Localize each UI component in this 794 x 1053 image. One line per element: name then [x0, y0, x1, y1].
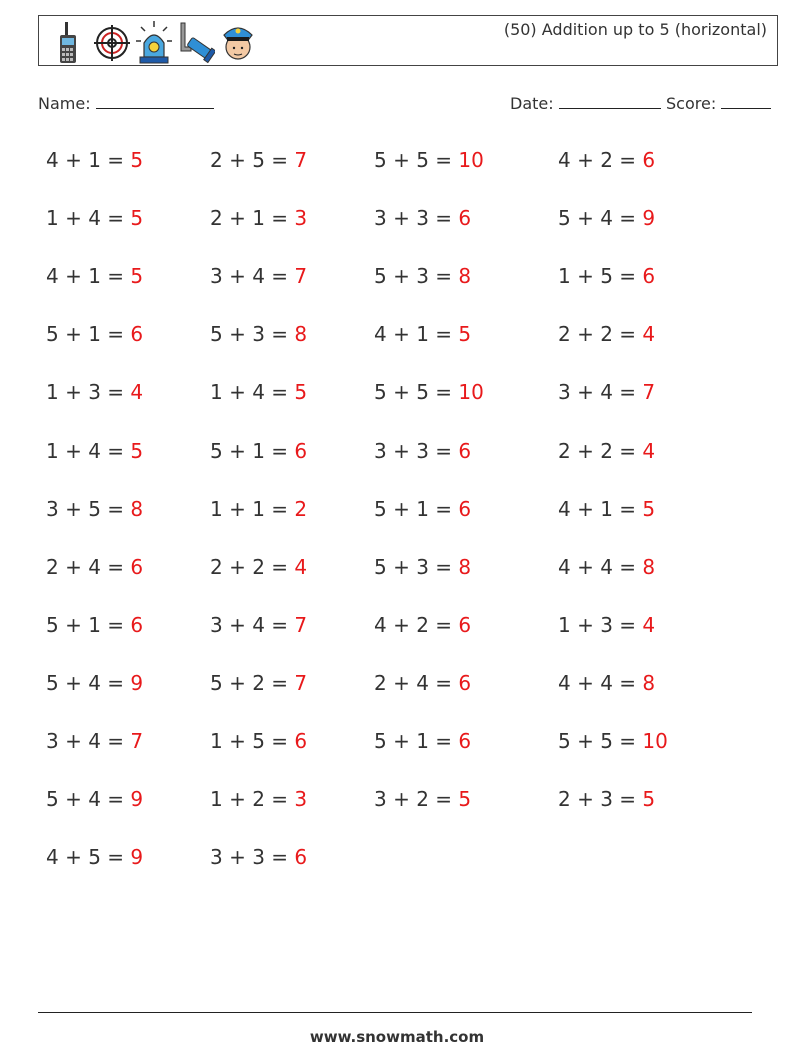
walkie-talkie-icon	[51, 19, 89, 65]
problem-answer: 8	[458, 264, 472, 289]
problem-expression: 4 + 1 =	[558, 496, 643, 521]
problem-item	[46, 322, 143, 346]
problem-expression: 3 + 2 =	[374, 787, 459, 812]
name-blank	[96, 92, 214, 109]
problem-expression: 5 + 3 =	[374, 554, 459, 579]
problem-item	[374, 555, 471, 579]
problem-expression: 2 + 4 =	[46, 554, 131, 579]
problem-answer: 3	[294, 206, 308, 231]
problem-expression: 5 + 5 =	[374, 148, 459, 172]
problem-answer: 4	[130, 380, 144, 405]
problem-answer: 6	[130, 554, 144, 579]
problem-item	[46, 671, 143, 695]
problem-answer: 9	[130, 670, 144, 695]
problem-item	[558, 206, 655, 230]
problem-answer: 7	[642, 380, 656, 405]
problem-answer: 7	[294, 670, 308, 695]
problem-expression: 2 + 4 =	[374, 670, 459, 695]
problem-expression: 2 + 3 =	[558, 787, 643, 812]
problem-expression: 1 + 2 =	[210, 787, 295, 812]
problem-answer: 6	[458, 612, 472, 637]
problem-expression: 1 + 4 =	[46, 206, 131, 231]
problem-answer: 4	[294, 554, 308, 579]
problem-answer: 6	[294, 438, 308, 463]
problem-item	[374, 787, 471, 811]
problem-item	[374, 497, 471, 521]
problem-expression: 3 + 3 =	[374, 206, 459, 231]
problem-answer: 5	[294, 380, 308, 405]
police-officer-icon	[219, 19, 257, 65]
problem-expression: 5 + 1 =	[374, 729, 459, 753]
problem-answer: 10	[458, 148, 484, 172]
problem-item	[210, 845, 307, 869]
problem-expression: 5 + 4 =	[558, 206, 643, 231]
problem-expression: 4 + 2 =	[558, 148, 643, 172]
problem-item	[558, 497, 655, 521]
problem-item	[210, 671, 307, 695]
problem-answer: 6	[458, 670, 472, 695]
icon-strip	[51, 18, 257, 66]
problem-expression: 4 + 4 =	[558, 554, 643, 579]
problem-item	[374, 322, 471, 346]
problem-answer: 6	[130, 322, 144, 347]
problem-item	[558, 148, 655, 172]
problem-expression: 3 + 4 =	[210, 264, 295, 289]
problem-item	[46, 555, 143, 579]
problem-item	[558, 787, 655, 811]
problem-answer: 7	[294, 264, 308, 289]
score-label: Score:	[666, 94, 717, 113]
problem-answer: 4	[642, 322, 656, 347]
problem-answer: 6	[294, 729, 308, 753]
problem-item	[558, 322, 655, 346]
footer-url: www.snowmath.com	[309, 1028, 485, 1046]
problem-answer: 6	[130, 612, 144, 637]
problem-item	[558, 729, 668, 753]
problem-expression: 5 + 5 =	[374, 380, 459, 405]
problem-item	[210, 380, 307, 404]
date-label: Date:	[510, 94, 554, 113]
problem-answer: 5	[642, 787, 656, 812]
problem-item	[558, 671, 655, 695]
problem-item	[46, 148, 143, 172]
problem-item	[374, 439, 471, 463]
problem-expression: 3 + 5 =	[46, 496, 131, 521]
problem-expression: 2 + 2 =	[558, 438, 643, 463]
problem-answer: 6	[642, 148, 656, 172]
problem-expression: 1 + 4 =	[210, 380, 295, 405]
problem-item	[210, 439, 307, 463]
problem-item	[558, 555, 655, 579]
problem-expression: 5 + 2 =	[210, 670, 295, 695]
problem-answer: 6	[458, 438, 472, 463]
problem-answer: 5	[642, 496, 656, 521]
problem-expression: 5 + 3 =	[374, 264, 459, 289]
problem-expression: 1 + 5 =	[558, 264, 643, 289]
flashlight-icon	[177, 19, 215, 65]
problem-expression: 5 + 4 =	[46, 670, 131, 695]
problem-answer: 5	[130, 264, 144, 289]
problem-answer: 4	[642, 438, 656, 463]
problem-answer: 6	[294, 845, 308, 870]
problem-expression: 5 + 1 =	[46, 322, 131, 347]
date-blank	[559, 92, 661, 109]
problem-item	[46, 380, 143, 404]
problem-answer: 9	[642, 206, 656, 231]
problem-answer: 2	[294, 496, 308, 521]
problem-expression: 1 + 4 =	[46, 438, 131, 463]
problem-item	[558, 439, 655, 463]
problem-answer: 7	[294, 148, 308, 172]
problem-answer: 5	[130, 438, 144, 463]
problem-item	[46, 845, 143, 869]
worksheet-title: (50) Addition up to 5 (horizontal)	[503, 20, 767, 39]
problem-answer: 6	[458, 206, 472, 231]
problem-expression: 5 + 1 =	[374, 496, 459, 521]
problem-answer: 9	[130, 845, 144, 870]
problem-expression: 4 + 5 =	[46, 845, 131, 870]
problem-expression: 4 + 1 =	[46, 148, 131, 172]
problem-answer: 6	[642, 264, 656, 289]
problem-item	[374, 264, 471, 288]
name-field	[38, 92, 214, 113]
date-field	[510, 92, 661, 113]
problem-expression: 4 + 4 =	[558, 670, 643, 695]
problem-item	[374, 380, 484, 404]
problem-expression: 4 + 2 =	[374, 612, 459, 637]
problem-item	[210, 148, 307, 172]
problem-item	[210, 729, 307, 753]
problem-item	[558, 380, 655, 404]
problem-item	[46, 206, 143, 230]
crosshair-target-icon	[93, 19, 131, 65]
problem-expression: 3 + 4 =	[46, 729, 131, 753]
problem-answer: 7	[130, 729, 144, 753]
problem-answer: 8	[642, 670, 656, 695]
problem-item	[374, 729, 471, 753]
problem-answer: 8	[294, 322, 308, 347]
problem-answer: 8	[642, 554, 656, 579]
problem-item	[46, 613, 143, 637]
problem-item	[46, 497, 143, 521]
problem-expression: 2 + 1 =	[210, 206, 295, 231]
problem-expression: 3 + 3 =	[210, 845, 295, 870]
problem-item	[210, 613, 307, 637]
problem-item	[210, 206, 307, 230]
problem-expression: 3 + 4 =	[558, 380, 643, 405]
problem-answer: 8	[130, 496, 144, 521]
problem-answer: 4	[642, 612, 656, 637]
problem-answer: 9	[130, 787, 144, 812]
problem-item	[558, 613, 655, 637]
police-siren-icon	[135, 19, 173, 65]
problem-item	[374, 148, 484, 172]
problem-expression: 5 + 1 =	[210, 438, 295, 463]
problem-item	[558, 264, 655, 288]
problem-expression: 2 + 2 =	[558, 322, 643, 347]
problem-expression: 1 + 5 =	[210, 729, 295, 753]
problem-expression: 1 + 3 =	[558, 612, 643, 637]
problem-expression: 2 + 5 =	[210, 148, 295, 172]
problem-answer: 10	[642, 729, 668, 753]
problem-expression: 4 + 1 =	[374, 322, 459, 347]
problem-answer: 3	[294, 787, 308, 812]
problem-answer: 6	[458, 729, 472, 753]
problem-expression: 5 + 4 =	[46, 787, 131, 812]
problem-answer: 8	[458, 554, 472, 579]
problem-expression: 5 + 5 =	[558, 729, 643, 753]
problem-answer: 5	[130, 206, 144, 231]
problem-item	[210, 787, 307, 811]
problem-answer: 5	[458, 322, 472, 347]
problem-item	[46, 439, 143, 463]
problem-answer: 6	[458, 496, 472, 521]
problem-item	[46, 729, 143, 753]
problem-answer: 10	[458, 380, 484, 405]
score-field	[666, 92, 771, 113]
problem-item	[46, 787, 143, 811]
problem-expression: 3 + 3 =	[374, 438, 459, 463]
problem-expression: 4 + 1 =	[46, 264, 131, 289]
problem-expression: 2 + 2 =	[210, 554, 295, 579]
problem-expression: 1 + 3 =	[46, 380, 131, 405]
problem-item	[210, 264, 307, 288]
problem-item	[210, 497, 307, 521]
problem-expression: 1 + 1 =	[210, 496, 295, 521]
problem-expression: 3 + 4 =	[210, 612, 295, 637]
problem-answer: 5	[130, 148, 144, 172]
problem-answer: 5	[458, 787, 472, 812]
name-label: Name:	[38, 94, 91, 113]
problem-item	[374, 206, 471, 230]
score-blank	[721, 92, 771, 109]
problem-expression: 5 + 1 =	[46, 612, 131, 637]
problem-answer: 7	[294, 612, 308, 637]
problem-item	[46, 264, 143, 288]
problem-item	[374, 613, 471, 637]
problem-item	[210, 322, 307, 346]
problem-item	[210, 555, 307, 579]
header-box	[38, 15, 778, 66]
footer-divider	[38, 1012, 752, 1013]
problem-item	[374, 671, 471, 695]
problem-expression: 5 + 3 =	[210, 322, 295, 347]
